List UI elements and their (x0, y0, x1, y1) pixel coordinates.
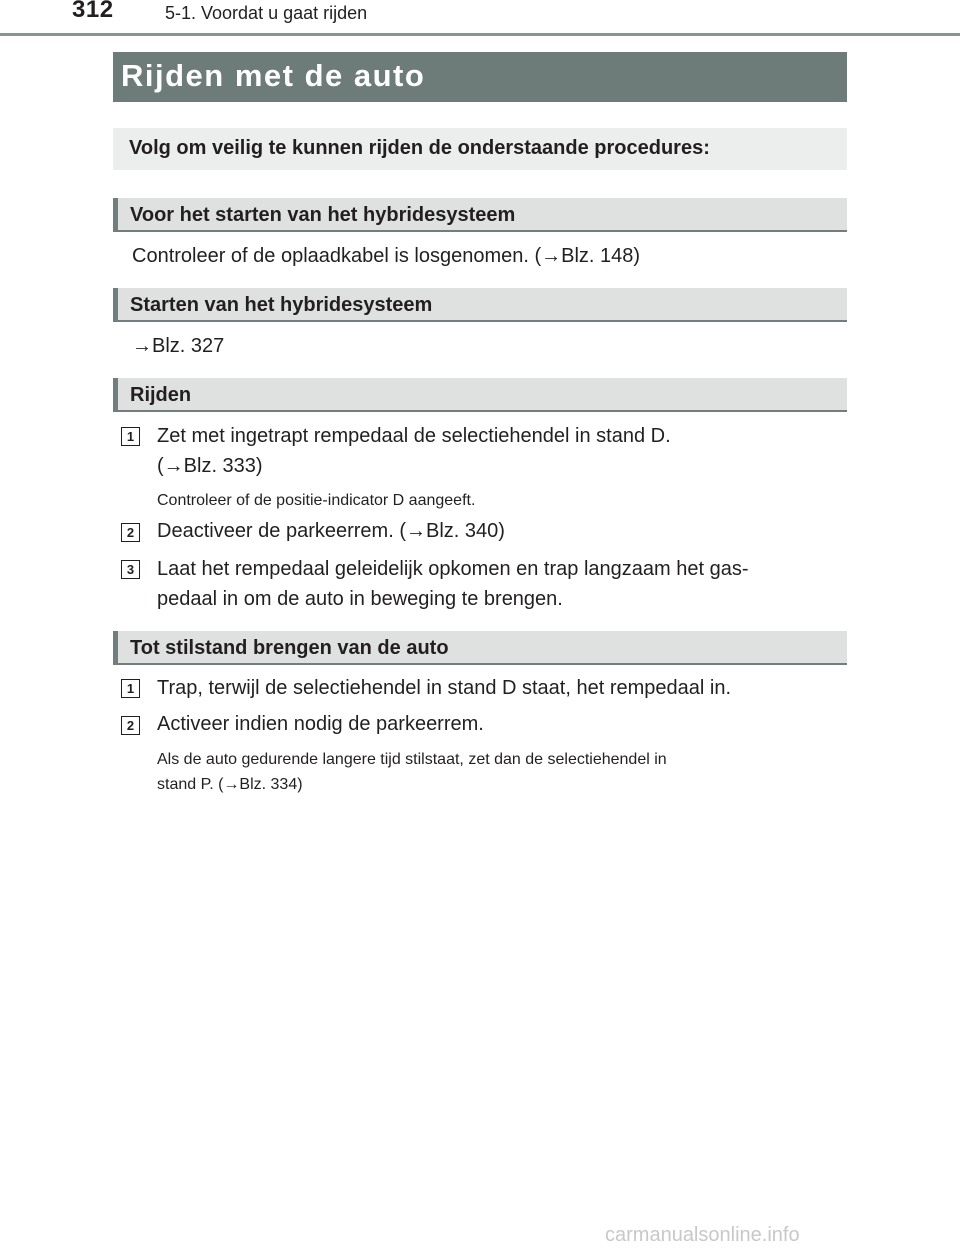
step-number-badge: 1 (121, 427, 140, 446)
driving-step-1 (157, 421, 842, 481)
step-number-badge: 2 (121, 716, 140, 735)
starting-page-ref: →Blz. 327 (132, 335, 225, 357)
step-number-badge: 3 (121, 560, 140, 579)
heading-before-start: Voor het starten van het hybridesysteem (113, 198, 847, 232)
driving-step-1-note: Controleer of de positie-indicator D aangeeft. (157, 492, 476, 509)
note-line: Als de auto gedurende langere tijd stilstaat, zet dan de selectiehendel in (157, 751, 667, 768)
heading-stopping: Tot stilstand brengen van de auto (113, 631, 847, 665)
intro-box: Volg om veilig te kunnen rijden de onderstaande procedures: (113, 128, 847, 170)
section-reference: 5-1. Voordat u gaat rijden (165, 3, 368, 23)
stopping-step-1: Trap, terwijl de selectiehendel in stand D staat, het rempedaal in. (157, 677, 732, 699)
stopping-step-2: Activeer indien nodig de parkeerrem. (157, 713, 484, 735)
heading-driving: Rijden (113, 378, 847, 412)
header-divider (0, 33, 960, 36)
page-number: 312 (72, 0, 114, 23)
note-line: stand P. (→Blz. 334) (157, 776, 303, 793)
heading-starting: Starten van het hybridesysteem (113, 288, 847, 322)
step-line: (→Blz. 333) (157, 455, 263, 477)
step-line: Zet met ingetrapt rempedaal de selectiehendel in stand D. (157, 425, 671, 447)
watermark: carmanualsonline.info (605, 1224, 800, 1246)
step-number-badge: 2 (121, 523, 140, 542)
step-line: Laat het rempedaal geleidelijk opkomen en trap langzaam het gas- (157, 558, 749, 580)
step-line: pedaal in om de auto in beweging te brengen. (157, 588, 563, 610)
step-number-badge: 1 (121, 679, 140, 698)
stopping-step-2-note (157, 747, 841, 797)
page-title: Rijden met de auto (113, 52, 847, 102)
before-start-text: Controleer of de oplaadkabel is losgenomen. (→Blz. 148) (132, 245, 641, 267)
driving-step-2: Deactiveer de parkeerrem. (→Blz. 340) (157, 520, 505, 542)
driving-step-3 (157, 554, 842, 614)
